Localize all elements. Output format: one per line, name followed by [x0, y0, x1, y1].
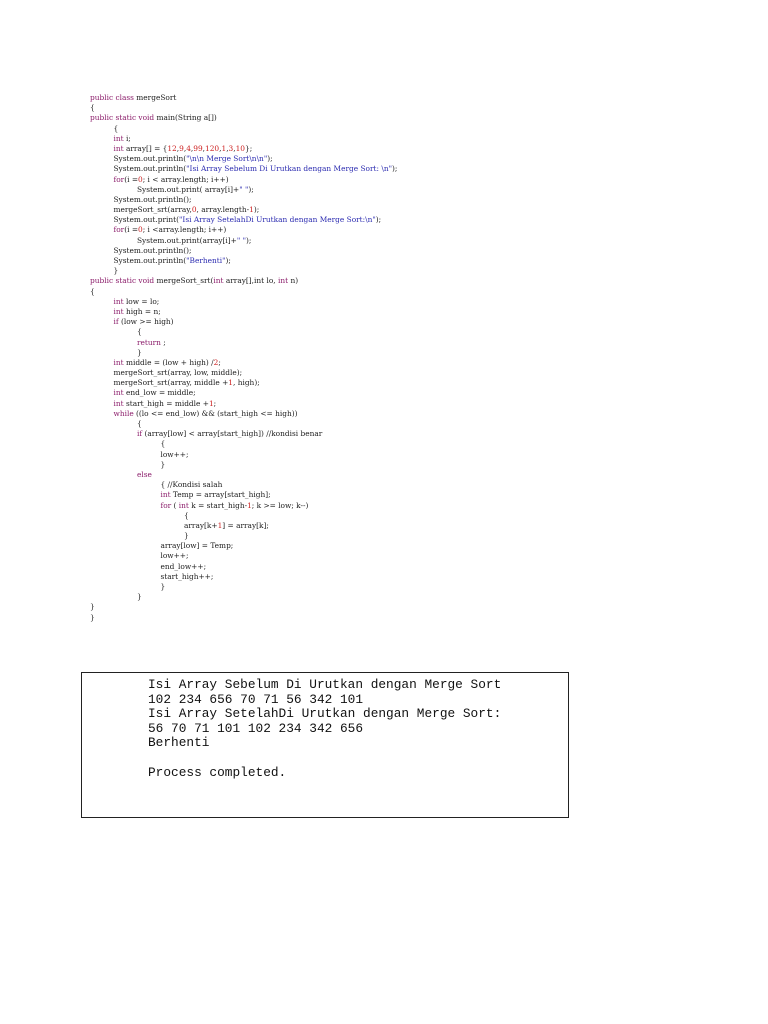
code-number: 0: [138, 174, 143, 184]
code-line: [90, 582, 397, 592]
code-text: (i =: [124, 225, 139, 235]
code-text: start_high++;: [90, 571, 214, 581]
code-keyword: int: [113, 357, 124, 367]
code-keyword: int: [113, 296, 124, 306]
code-text: System.out.print(: [90, 215, 179, 225]
code-text: ,: [226, 143, 229, 153]
code-text: , high);: [233, 378, 260, 388]
code-line: [90, 215, 397, 225]
code-line: [90, 490, 397, 500]
code-keyword: int: [113, 133, 124, 143]
code-keyword: int: [113, 388, 124, 398]
code-text: array[low] = Temp;: [90, 541, 234, 551]
code-line: [90, 134, 397, 144]
code-string: "Berhenti": [186, 256, 226, 265]
code-line: [90, 93, 397, 103]
console-output-line: Process completed.: [148, 764, 287, 780]
code-line: [90, 439, 397, 449]
code-number: 99: [193, 143, 203, 153]
code-text: [90, 388, 114, 397]
code-text: high = n;: [123, 306, 161, 316]
code-line: [90, 338, 397, 348]
code-text: [90, 409, 114, 418]
code-string: " ": [239, 184, 249, 194]
code-text: {: [90, 286, 95, 296]
code-text: ,: [233, 143, 236, 153]
code-text: low = lo;: [123, 296, 160, 306]
console-output-lines: [148, 678, 501, 780]
code-line: [90, 327, 397, 337]
code-line: [90, 511, 397, 521]
code-text: );: [253, 205, 260, 215]
code-line: [90, 409, 397, 419]
code-number: 2: [213, 357, 219, 367]
code-keyword: int: [113, 398, 124, 408]
code-text: {: [90, 103, 95, 113]
code-text: [90, 175, 114, 184]
code-number: 12: [167, 143, 177, 153]
code-text: }: [90, 266, 119, 276]
code-line: [90, 307, 397, 317]
code-text: array[] = {: [123, 143, 168, 153]
code-text: mergeSort_srt(array,: [90, 205, 192, 215]
code-keyword: else: [137, 469, 152, 479]
code-line: [90, 378, 397, 388]
code-line: [90, 470, 397, 480]
code-text: { //Kondisi salah: [90, 480, 223, 490]
code-text: ;: [213, 398, 217, 408]
code-text: {: [90, 439, 166, 449]
code-line: [90, 185, 397, 195]
code-line: [90, 541, 397, 551]
code-text: }: [90, 602, 95, 612]
code-text: }: [90, 459, 166, 469]
code-text: ] = array[k];: [222, 520, 269, 530]
code-number: 1: [217, 520, 223, 530]
code-line: [90, 521, 397, 531]
code-keyword: public static void: [90, 113, 157, 123]
code-text: }: [90, 592, 142, 602]
code-text: [90, 317, 114, 326]
code-text: );: [248, 184, 254, 194]
code-text: );: [391, 164, 398, 174]
code-number: 3: [228, 143, 234, 153]
code-text: mergeSort: [136, 93, 177, 102]
code-line: [90, 399, 397, 409]
code-line: [90, 429, 397, 439]
code-text: );: [246, 235, 252, 245]
code-text: [90, 358, 114, 367]
code-text: {: [90, 123, 119, 133]
code-line: [90, 501, 397, 511]
code-line: [90, 144, 397, 154]
code-line: [90, 287, 397, 297]
java-source-listing: [90, 93, 397, 623]
code-text: low++;: [90, 449, 189, 459]
code-line: [90, 236, 397, 246]
code-text: [90, 225, 114, 234]
code-text: [90, 297, 114, 306]
code-text: );: [267, 154, 273, 164]
code-number: 1: [249, 205, 254, 215]
code-text: System.out.println(: [90, 164, 187, 174]
code-keyword: int: [113, 306, 124, 316]
code-text: ,: [219, 143, 222, 153]
code-text: {: [90, 419, 142, 428]
code-line: [90, 195, 397, 205]
code-text: Temp = array[start_high];: [170, 490, 271, 500]
code-text: [90, 429, 137, 438]
code-text: array[],int lo,: [223, 276, 278, 286]
code-text: ,: [202, 143, 206, 153]
console-output-line: Isi Array SetelahDi Urutkan dengan Merge Sort:: [148, 706, 502, 722]
code-number: 1: [228, 378, 233, 388]
code-line: [90, 317, 397, 327]
code-keyword: if: [113, 317, 119, 327]
code-line: [90, 450, 397, 460]
code-text: middle = (low + high) /: [123, 357, 214, 367]
code-line: [90, 388, 397, 398]
code-keyword: for: [160, 500, 172, 510]
code-text: i;: [123, 133, 131, 143]
code-text: array[k+: [90, 520, 218, 530]
code-text: [90, 338, 137, 347]
code-text: [90, 144, 114, 153]
code-text: );: [375, 215, 382, 225]
code-text: System.out.println();: [90, 245, 192, 255]
code-text: mergeSort_srt(array, low, middle);: [90, 368, 243, 378]
code-text: , array.length-: [196, 205, 250, 215]
code-line: [90, 592, 397, 602]
code-text: };: [245, 143, 253, 153]
code-keyword: if: [137, 429, 143, 439]
code-keyword: int: [178, 500, 189, 510]
code-keyword: public static void: [90, 276, 157, 286]
console-output-line: [148, 751, 501, 766]
code-number: 10: [235, 143, 246, 153]
code-text: ,: [190, 143, 194, 153]
code-line: [90, 613, 397, 623]
code-text: System.out.println();: [90, 194, 192, 204]
code-text: [90, 470, 137, 479]
code-text: (i =: [124, 174, 139, 184]
code-line: [90, 480, 397, 490]
code-keyword: int: [113, 143, 124, 153]
code-text: (low >= high): [118, 317, 174, 327]
code-text: [90, 307, 114, 316]
code-text: [90, 399, 114, 408]
code-line: [90, 256, 397, 266]
code-text: main(String a[]): [156, 113, 217, 123]
code-text: );: [225, 256, 231, 265]
code-text: ; i <array.length; i++): [142, 225, 227, 235]
code-line: [90, 358, 397, 368]
code-line: [90, 266, 397, 276]
code-line: [90, 460, 397, 470]
code-keyword: for: [113, 174, 125, 184]
code-text: ;: [160, 337, 166, 347]
code-text: mergeSort_srt(: [156, 276, 214, 286]
code-text: ; i < array.length; i++): [142, 174, 229, 184]
code-line: [90, 276, 397, 286]
code-number: 4: [186, 143, 191, 153]
code-line: [90, 103, 397, 113]
code-number: 1: [221, 143, 227, 153]
code-line: [90, 113, 397, 123]
code-line: [90, 368, 397, 378]
console-output-box: [81, 672, 569, 818]
code-text: {: [90, 327, 142, 337]
code-text: k = start_high-: [188, 500, 248, 510]
code-line: [90, 225, 397, 235]
code-line: [90, 572, 397, 582]
code-text: System.out.print( array[i]+: [90, 184, 240, 194]
code-number: 120: [205, 143, 220, 153]
code-line: [90, 175, 397, 185]
code-string: "Isi Array Sebelum Di Urutkan dengan Merge Sort: \n": [186, 164, 392, 174]
code-text: }: [90, 531, 189, 541]
code-text: n): [288, 276, 299, 286]
console-output-line: 56 70 71 101 102 234 342 656: [148, 720, 364, 736]
code-string: "\n\n Merge Sort\n\n": [186, 154, 268, 164]
code-text: }: [90, 582, 166, 591]
code-line: [90, 246, 397, 256]
code-number: 0: [191, 205, 197, 215]
console-output-line: 102 234 656 70 71 56 342 101: [148, 691, 364, 707]
code-line: [90, 348, 397, 358]
code-keyword: int: [160, 490, 171, 500]
code-line: [90, 602, 397, 612]
code-line: [90, 562, 397, 572]
code-text: mergeSort_srt(array, middle +: [90, 378, 229, 388]
code-line: [90, 531, 397, 541]
code-string: " ": [236, 235, 247, 245]
code-text: ,: [183, 143, 187, 153]
code-line: [90, 551, 397, 561]
code-keyword: int: [278, 276, 289, 286]
code-keyword: int: [213, 276, 224, 286]
code-number: 0: [138, 225, 143, 235]
console-output-line: Isi Array Sebelum Di Urutkan dengan Merge Sort: [148, 677, 502, 692]
code-text: (array[low] < array[start_high]) //kondisi benar: [142, 429, 323, 439]
code-number: 9: [179, 143, 184, 153]
console-output-line: Berhenti: [148, 735, 210, 751]
code-text: [90, 501, 160, 510]
code-line: [90, 205, 397, 215]
code-text: [90, 490, 160, 499]
code-text: start_high = middle +: [123, 398, 209, 408]
code-text: }: [90, 347, 142, 357]
code-line: [90, 154, 397, 164]
code-text: {: [90, 510, 189, 520]
code-text: }: [90, 612, 95, 622]
code-text: ((lo <= end_low) && (start_high <= high)): [133, 408, 298, 418]
code-text: end_low = middle;: [123, 388, 196, 398]
code-text: end_low++;: [90, 561, 207, 571]
code-text: (: [171, 500, 179, 510]
code-line: [90, 164, 397, 174]
code-text: ; k >= low; k--): [251, 500, 309, 510]
code-text: System.out.println(: [90, 256, 187, 265]
code-number: 1: [208, 398, 214, 408]
code-text: [90, 134, 114, 143]
code-text: ;: [218, 357, 221, 367]
code-keyword: for: [113, 225, 125, 235]
code-keyword: while: [113, 408, 134, 418]
code-string: "Isi Array SetelahDi Urutkan dengan Merge Sort:\n": [179, 215, 376, 225]
code-line: [90, 297, 397, 307]
code-number: 1: [247, 500, 252, 510]
code-text: low++;: [90, 551, 189, 561]
code-line: [90, 419, 397, 429]
code-text: System.out.print(array[i]+: [90, 235, 237, 245]
code-keyword: public class: [90, 93, 137, 102]
code-keyword: return: [137, 337, 161, 347]
code-text: System.out.println(: [90, 154, 187, 164]
code-line: [90, 124, 397, 134]
code-text: ,: [176, 143, 180, 153]
